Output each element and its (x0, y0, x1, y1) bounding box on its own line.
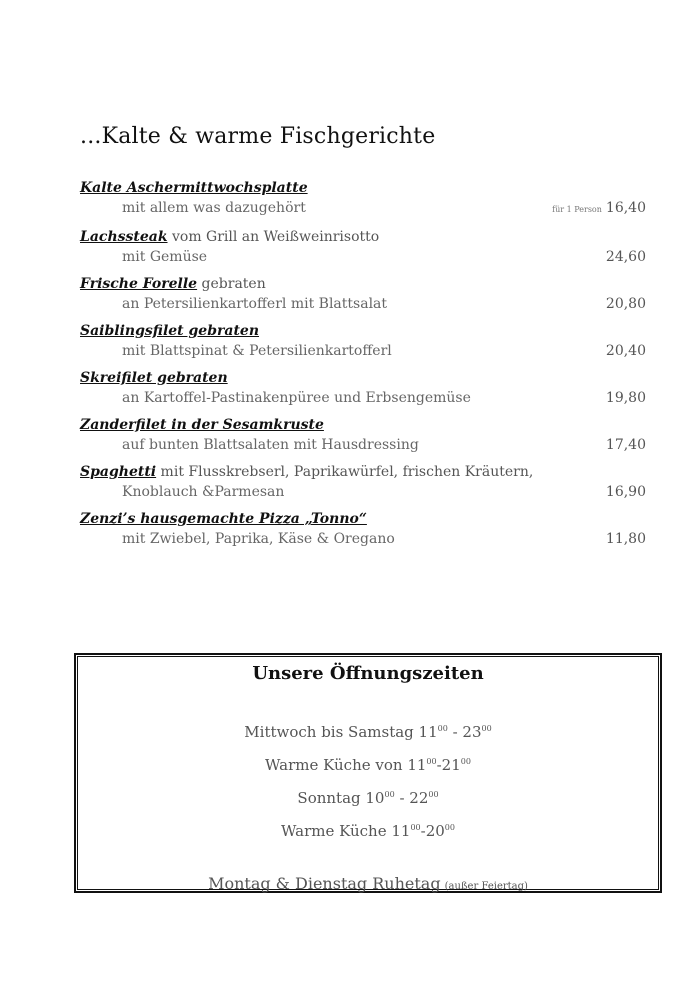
menu-item (80, 415, 646, 455)
dish-suffix: vom Grill an Weißweinrisotto (167, 229, 380, 245)
hours-line: Sonntag $10^{00} - 22^{00}$ (297, 789, 439, 807)
menu-item (80, 274, 646, 314)
menu-item (80, 368, 646, 408)
dish-price: 17,40 (605, 437, 646, 453)
dish-name: Skreifilet gebraten (80, 370, 228, 386)
portion-note: für 1 Person (552, 205, 602, 214)
dish-name: Lachssteak (80, 229, 168, 245)
dish-price: 19,80 (605, 390, 646, 406)
menu-item (80, 462, 646, 502)
dish-price: 20,40 (605, 343, 646, 359)
opening-hours-box (74, 653, 662, 893)
dish-price: 16,90 (605, 484, 646, 500)
dish-description: mit Blattspinat & Petersilienkartofferl (122, 343, 392, 359)
dish-description: Knoblauch &Parmesan (122, 484, 285, 500)
dish-price: 16,40 (605, 200, 646, 216)
hours-line: Warme Küche $11^{00}-20^{00}$ (281, 822, 455, 840)
dish-name: Zanderfilet in der Sesamkruste (80, 417, 324, 433)
hours-line: Mittwoch bis Samstag $11^{00} - 23^{00}$ (244, 723, 492, 741)
hours-line: Warme Küche von $11^{00}-21^{00}$ (265, 756, 471, 774)
dish-name: Frische Forelle (80, 276, 198, 292)
dish-name: Spaghetti (80, 464, 157, 480)
dish-price: 11,80 (605, 531, 646, 547)
dish-price: 24,60 (605, 249, 646, 265)
dish-name: Zenzi’s hausgemachte Pizza „Tonno“ (80, 511, 367, 527)
dish-description: mit allem was dazugehört (122, 200, 306, 216)
menu-list (80, 178, 646, 556)
opening-hours-title: Unsere Öffnungszeiten (252, 663, 484, 684)
dish-name: Kalte Aschermittwochsplatte (80, 180, 308, 196)
menu-item (80, 227, 646, 267)
menu-item (80, 178, 646, 220)
dish-description: mit Gemüse (122, 249, 208, 265)
dish-suffix: mit Flusskrebserl, Paprikawürfel, frischen Kräutern, (156, 464, 534, 480)
dish-name: Saiblingsfilet gebraten (80, 323, 260, 339)
dish-price: 20,80 (605, 296, 646, 312)
dish-suffix: gebraten (197, 276, 266, 292)
menu-item (80, 509, 646, 549)
dish-description: mit Zwiebel, Paprika, Käse & Oregano (122, 531, 395, 547)
closed-days: Montag & Dienstag Ruhetag (außer Feiertag) (208, 874, 528, 893)
closed-note: (außer Feiertag) (444, 881, 528, 892)
dish-description: auf bunten Blattsalaten mit Hausdressing (122, 437, 419, 453)
page-title: ...Kalte & warme Fischgerichte (80, 124, 436, 149)
dish-description: an Petersilienkartofferl mit Blattsalat (122, 296, 388, 312)
menu-item (80, 321, 646, 361)
dish-description: an Kartoffel-Pastinakenpüree und Erbsengemüse (122, 390, 471, 406)
